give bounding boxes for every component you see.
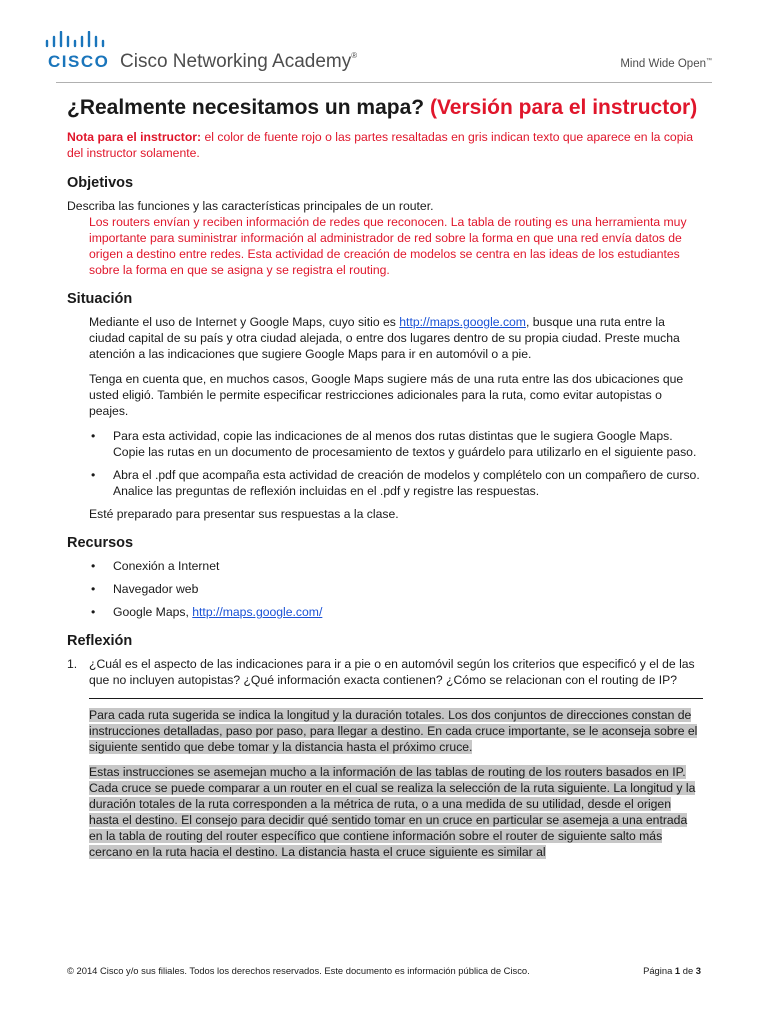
page-title <box>67 95 703 121</box>
title-instructor-version: (Versión para el instructor) <box>429 96 698 119</box>
recursos-list <box>67 558 703 620</box>
section-objetivos <box>67 174 703 278</box>
maps-link[interactable]: http://maps.google.com <box>399 315 526 329</box>
copyright-text: © 2014 Cisco y/o sus filiales. Todos los derechos reservados. Este documento es información pública de Cisco. <box>67 965 530 976</box>
registered-mark: ® <box>351 51 358 60</box>
situacion-p1-after: , busque una ruta entre la ciudad capital de su país y otra ciudad alejada, o entre dos lugares dentro de su propia ciudad. Preste mucha atención a las indicaciones que sugiere Google Maps para ir en automóvil o a pie. <box>89 315 680 361</box>
situacion-p1-before: Mediante el uso de Internet y Google Maps, cuyo sitio es <box>89 315 396 329</box>
objetivos-lead: Describa las funciones y las características principales de un router. <box>67 199 434 213</box>
bullet-mark: • <box>91 429 96 443</box>
google-maps-link[interactable]: http://maps.google.com/ <box>192 605 323 619</box>
tagline-text: Mind Wide Open <box>620 58 706 70</box>
situacion-paragraph-2: Tenga en cuenta que, en muchos casos, Google Maps sugiere más de una ruta entre las dos ubicaciones que usted eligió. También le permite especificar restricciones adicionales para la ruta, como evitar autopistas o peajes. <box>89 372 684 418</box>
list-item <box>67 428 703 460</box>
tagline <box>620 58 712 70</box>
answer-text-2: Estas instrucciones se asemejan mucho a la información de las tablas de routing de los routers basados en IP. Cada cruce se puede comparar a un router en el cual se realiza la selección de la ruta siguiente. La longitud y la duración totales de la ruta corresponden a la métrica de ruta, o a una medida de su utilidad, desde el origen hasta el destino. El consejo para decidir qué sentido tomar en un cruce en particular se asemeja a una entrada en la tabla de routing del router específico que contiene información sobre el router de siguiente salto más cercano en la ruta hacia el destino. La distancia hasta el cruce siguiente es similar al <box>89 765 696 859</box>
bullet-mark: • <box>91 582 96 596</box>
academy-name: Cisco Networking Academy <box>120 51 352 72</box>
situacion-paragraph-1 <box>89 314 703 362</box>
heading-objetivos: Objetivos <box>67 175 134 191</box>
section-situacion <box>67 290 703 522</box>
bullet-text: Para esta actividad, copie las indicaciones de al menos dos rutas distintas que le sugiera Google Maps. Copie las rutas en un documento de procesamiento de textos y guárdelo para utilizarlo en el siguiente paso. <box>113 429 697 459</box>
answer-text-1: Para cada ruta sugerida se indica la longitud y la duración totales. Los dos conjuntos de direcciones constan de instrucciones detalladas, paso por paso, para llegar a destino. En cada cruce importante, se le aconseja sobre el siguiente sentido que debe tomar y la distancia hasta el próximo cruce. <box>89 708 698 754</box>
question-number: 1. <box>67 657 78 671</box>
academy-title <box>120 51 357 73</box>
header-divider <box>56 82 712 83</box>
instructor-note-text: el color de fuente rojo o las partes resaltadas en gris indican texto que aparece en la copia del instructor solamente. <box>67 130 693 160</box>
document-body <box>67 95 703 860</box>
resource-maps-label: Google Maps, <box>113 605 189 619</box>
resource-browser: Navegador web <box>113 582 199 596</box>
bullet-mark: • <box>91 605 96 619</box>
resource-internet: Conexión a Internet <box>113 559 220 573</box>
situacion-bullets <box>67 428 703 499</box>
section-reflexion <box>67 632 703 860</box>
list-item <box>67 467 703 499</box>
cisco-logo-text: CISCO <box>48 52 110 71</box>
page-header <box>0 0 768 82</box>
question-1 <box>67 656 703 688</box>
cisco-logo-bars-icon <box>44 31 110 49</box>
list-item <box>67 581 703 597</box>
list-item <box>67 604 703 620</box>
title-main: ¿Realmente necesitamos un mapa? <box>67 96 425 119</box>
page-number: Página 1 de 3 <box>643 965 701 976</box>
heading-situacion: Situación <box>67 291 133 307</box>
trademark-mark: ™ <box>706 58 712 64</box>
bullet-text: Abra el .pdf que acompaña esta actividad de creación de modelos y complételo con un compañero de curso. Analice las preguntas de reflexión incluidas en el .pdf y registre las respuestas. <box>113 468 700 498</box>
answer-paragraph-1 <box>89 707 703 755</box>
objetivos-instructor-text: Los routers envían y reciben información de redes que reconocen. La tabla de routing es una herramienta muy importante para suministrar información al administrador de red sobre la forma en que una red envía datos de origen a destino entre redes. Esta actividad de creación de modelos se centra en las ideas de los estudiantes sobre la forma en que se asigna y se registra el routing. <box>89 215 687 277</box>
answer-line <box>89 698 703 699</box>
instructor-note-label: Nota para el instructor: <box>67 130 202 144</box>
section-recursos <box>67 534 703 620</box>
page-footer <box>67 965 701 976</box>
situacion-closing: Esté preparado para presentar sus respuestas a la clase. <box>89 507 399 521</box>
bullet-mark: • <box>91 468 96 482</box>
heading-reflexion: Reflexión <box>67 633 133 649</box>
instructor-note <box>67 129 703 161</box>
question-text: ¿Cuál es el aspecto de las indicaciones para ir a pie o en automóvil según los criterios que especificó y el de las que no incluyen autopistas? ¿Qué información exacta contienen? ¿Cómo se relacionan con el routing de IP? <box>89 657 695 687</box>
bullet-mark: • <box>91 559 96 573</box>
answer-paragraph-2 <box>89 764 703 860</box>
heading-recursos: Recursos <box>67 535 134 551</box>
list-item <box>67 558 703 574</box>
